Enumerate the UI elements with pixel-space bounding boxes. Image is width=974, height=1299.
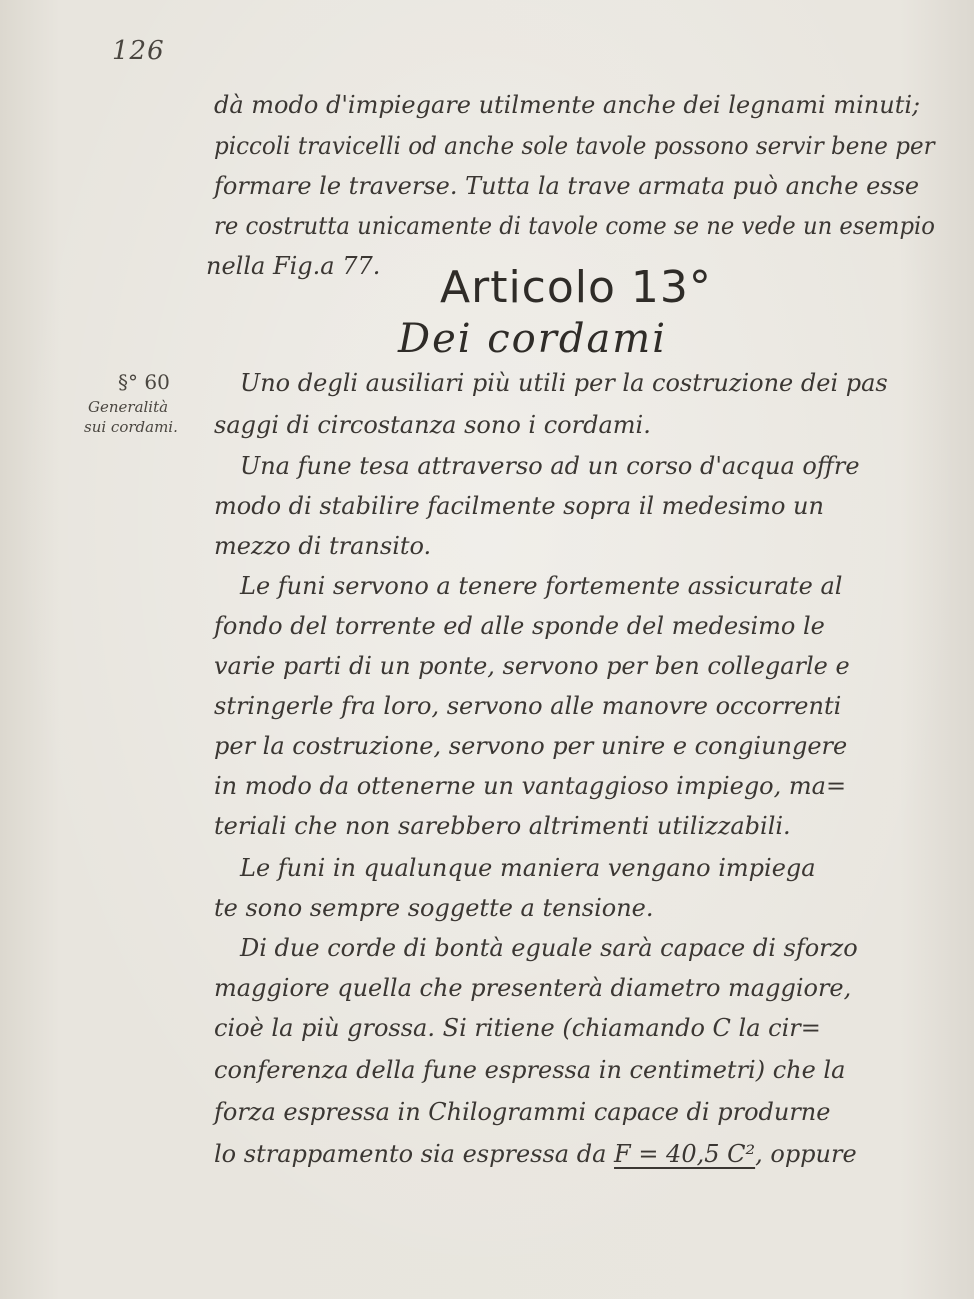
- text-line: per la costruzione, servono per unire e congiungere: [214, 732, 848, 760]
- text-line: re costrutta unicamente di tavole come se ne vede un esempio: [214, 212, 935, 240]
- text-line: Le funi in qualunque maniera vengano impiega: [240, 854, 816, 882]
- margin-note: sui cordami.: [84, 418, 178, 436]
- text-line: Uno degli ausiliari più utili per la costruzione dei pas: [240, 369, 888, 397]
- text-line: maggiore quella che presenterà diametro maggiore,: [214, 974, 852, 1002]
- margin-section-number: §° 60: [118, 370, 170, 394]
- text-line: mezzo di transito.: [214, 532, 432, 560]
- text-line: teriali che non sarebbero altrimenti utilizzabili.: [214, 812, 791, 840]
- text-fragment: lo strappamento sia espressa da: [214, 1140, 615, 1168]
- text-line: Una fune tesa attraverso ad un corso d'acqua offre: [240, 452, 860, 480]
- text-line: forza espressa in Chilogrammi capace di produrne: [214, 1098, 831, 1126]
- text-line: nella Fig.a 77.: [206, 252, 381, 280]
- text-line: stringerle fra loro, servono alle manovre occorrenti: [214, 692, 842, 720]
- article-heading: Articolo 13°: [440, 262, 712, 313]
- text-line: Le funi servono a tenere fortemente assicurate al: [240, 572, 843, 600]
- text-line: fondo del torrente ed alle sponde del medesimo le: [214, 612, 825, 640]
- text-line-formula: [214, 1139, 857, 1169]
- text-line: cioè la più grossa. Si ritiene (chiamando C la cir=: [214, 1014, 821, 1042]
- section-title: Dei cordami: [398, 316, 668, 362]
- text-line: te sono sempre soggette a tensione.: [214, 894, 654, 922]
- text-line: dà modo d'impiegare utilmente anche dei legnami minuti;: [214, 91, 921, 119]
- text-line: saggi di circostanza sono i cordami.: [214, 411, 651, 439]
- text-line: formare le traverse. Tutta la trave armata può anche esse: [214, 172, 920, 200]
- text-line: modo di stabilire facilmente sopra il medesimo un: [214, 492, 824, 520]
- text-line: conferenza della fune espressa in centimetri) che la: [214, 1056, 846, 1084]
- text-line: in modo da ottenerne un vantaggioso impiego, ma=: [214, 772, 847, 800]
- margin-note: Generalità: [88, 398, 169, 416]
- page-number: 126: [112, 36, 165, 66]
- text-fragment: , oppure: [755, 1140, 857, 1168]
- text-line: varie parti di un ponte, servono per ben collegarle e: [214, 652, 850, 680]
- text-line: Di due corde di bontà eguale sarà capace di sforzo: [240, 934, 858, 962]
- formula: F = 40,5 C²: [614, 1140, 756, 1168]
- text-line: piccoli travicelli od anche sole tavole possono servir bene per: [214, 132, 935, 160]
